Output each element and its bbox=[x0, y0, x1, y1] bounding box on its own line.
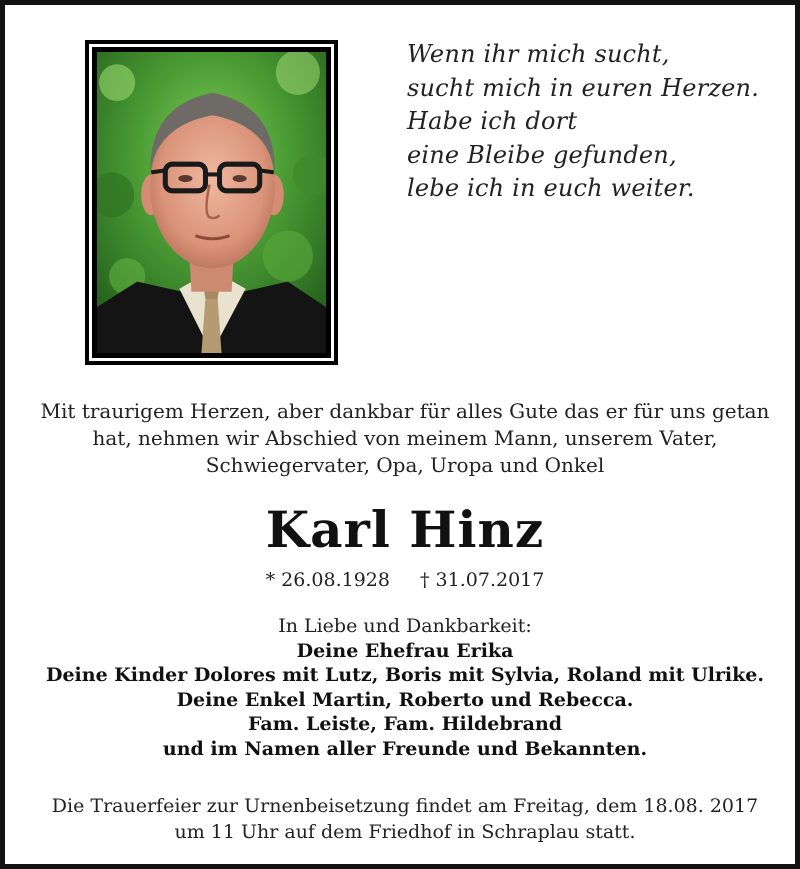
ceremony-info bbox=[5, 793, 800, 845]
mourner-line: Deine Kinder Dolores mit Lutz, Boris mit Sylvia, Roland mit Ulrike. bbox=[45, 664, 765, 686]
poem-line: Habe ich dort bbox=[407, 107, 578, 135]
mourner-line: Deine Enkel Martin, Roberto und Rebecca. bbox=[176, 688, 634, 711]
portrait-frame bbox=[85, 40, 338, 365]
intro-line: hat, nehmen wir Abschied von meinem Mann, unserem Vater, bbox=[92, 426, 718, 450]
life-dates bbox=[5, 566, 800, 594]
mourner-line: Fam. Leiste, Fam. Hildebrand bbox=[247, 713, 563, 735]
poem-line: sucht mich in euren Herzen. bbox=[407, 73, 760, 102]
ceremony-line: um 11 Uhr auf dem Friedhof in Schraplau statt. bbox=[174, 821, 636, 843]
mourners-heading: In Liebe und Dankbarkeit: bbox=[278, 615, 532, 637]
poem bbox=[407, 38, 759, 206]
birth-date: * 26.08.1928 bbox=[265, 569, 390, 591]
portrait-image bbox=[97, 52, 326, 353]
intro-line: Mit traurigem Herzen, aber dankbar für alles Gute das er für uns getan bbox=[40, 399, 770, 423]
intro-line: Schwiegervater, Opa, Uropa und Onkel bbox=[205, 453, 605, 477]
poem-line: Wenn ihr mich sucht, bbox=[407, 40, 670, 68]
poem-line: eine Bleibe gefunden, bbox=[407, 140, 677, 169]
intro-text bbox=[5, 398, 800, 479]
deceased-name: Karl Hinz bbox=[265, 500, 545, 559]
poem-line: lebe ich in euch weiter. bbox=[407, 174, 695, 202]
mourner-line: und im Namen aller Freunde und Bekannten. bbox=[162, 737, 648, 760]
mourners-list bbox=[5, 614, 800, 761]
ceremony-line: Die Trauerfeier zur Urnenbeisetzung findet am Freitag, dem 18.08. 2017 bbox=[51, 795, 759, 817]
mourner-line: Deine Ehefrau Erika bbox=[296, 639, 514, 662]
death-date: † 31.07.2017 bbox=[420, 569, 545, 591]
portrait-photo bbox=[89, 44, 334, 361]
